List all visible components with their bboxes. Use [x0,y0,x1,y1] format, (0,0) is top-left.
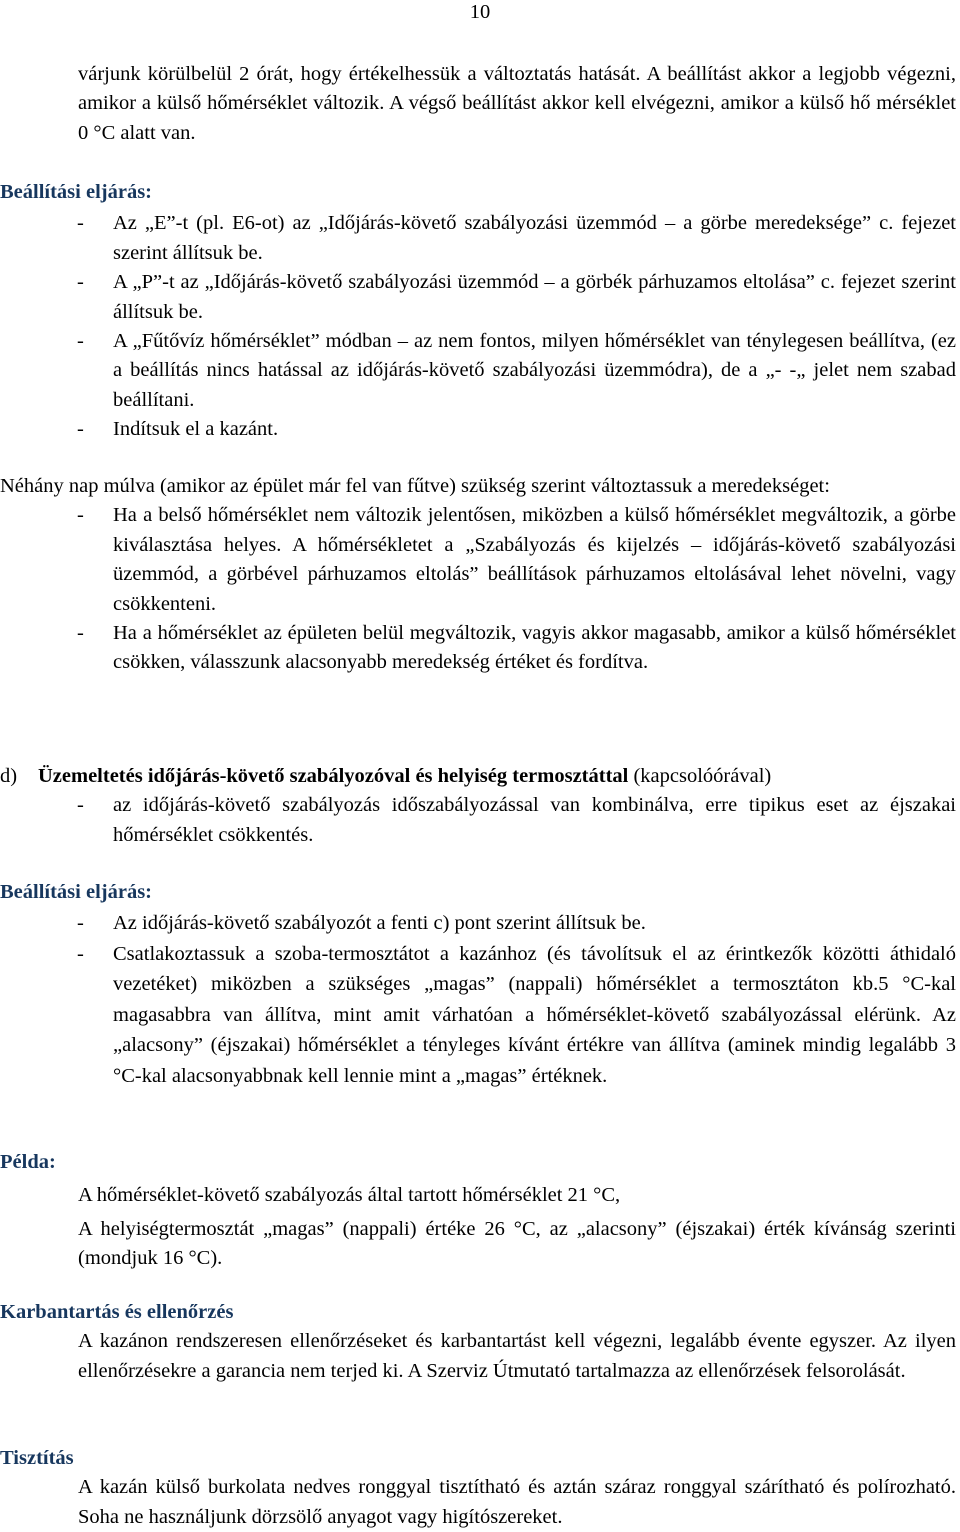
list-item: - Csatlakoztassuk a szoba-termosztátot a kazánhoz (és távolítsuk el az érintkezők közötti áthidaló vezetéket) miközben a szükséges „magas” (nappali) hőmérséklet a termosztáton kb.5 °C-kal magasabbra van állítva, mint amit várhatóan a hőmérséklet-követő szabályozással elérünk. Az „alacsony” (éjszakai) hőmérséklet a tényleges kívánt értékre van állítva (aminek mindig legalább 3 °C-kal alacsonyabbnak kell lennie mint a „magas” értéknek. [75,939,956,1092]
setup-heading: Beállítási eljárás: [0,181,153,203]
section-d-title-bold: Üzemeltetés időjárás-követő szabályozóval és helyiség termosztáttal [38,765,629,787]
section-d-prefix: d) [0,765,18,787]
adjustment-intro: Néhány nap múlva (amikor az épület már fel van fűtve) szükség szerint változtassuk a meredekséget: [0,475,830,497]
list-item: - Ha a hőmérséklet az épületen belül megváltozik, vagyis akkor magasabb, amikor a külső hőmérséklet csökken, válasszunk alacsonyabb meredekség értéket és fordítva. [75,619,956,678]
example-line-1: A hőmérséklet-követő szabályozás által tartott hőmérséklet 21 °C, [78,1184,621,1207]
list-item: - Ha a belső hőmérséklet nem változik jelentősen, miközben a külső hőmérséklet megváltozik, a görbe kiválasztása helyes. A hőmérsékletet a „Szabályozás és kijelzés – időjárás-követő szabályozási üzemmód, a görbével párhuzamos eltolás” beállítások párhuzamos eltolásával lehet növelni, vagy csökkenteni. [75,501,956,619]
setup-procedure-1 [0,178,956,445]
maintenance-heading: Karbantartás és ellenőrzés [0,1301,234,1323]
section-d-list [75,791,956,850]
adjustment-list [75,501,956,677]
list-item: - A „P”-t az „Időjárás-követő szabályozási üzemmód – a görbék párhuzamos eltolása” c. fejezet szerint állítsuk be. [75,268,956,327]
setup-procedure-2 [0,878,956,1091]
example-heading: Példa: [0,1151,56,1173]
setup-list [75,209,956,444]
setup-heading: Beállítási eljárás: [0,881,153,903]
cleaning-heading: Tisztítás [0,1447,74,1469]
maintenance-section [0,1298,956,1386]
setup-list [75,909,956,1091]
cleaning-text: A kazán külső burkolata nedves ronggyal tisztítható és aztán száraz ronggyal szárítható és polírozható. Soha ne használjunk dörzsölő anyagot vagy higítószereket. [78,1476,956,1528]
example-section [0,1148,956,1274]
section-d [0,762,956,850]
cleaning-section [0,1444,956,1532]
list-item: - Az „E”-t (pl. E6-ot) az „Időjárás-követő szabályozási üzemmód – a görbe meredeksége” c. fejezet szerint állítsuk be. [75,209,956,268]
list-item: - A „Fűtővíz hőmérséklet” módban – az nem fontos, milyen hőmérséklet van ténylegesen beállítva, (ez a beállítás nincs hatással az időjárás-követő szabályozási üzemmódra), de a „- -„ jelet nem szabad beállítani. [75,327,956,415]
adjustment-section [0,472,956,678]
list-item: - az időjárás-követő szabályozás időszabályozással van kombinálva, erre tipikus eset az éjszakai hőmérséklet csökkentés. [75,791,956,850]
page-number: 10 [469,1,491,23]
section-d-title [0,762,956,791]
maintenance-text: A kazánon rendszeresen ellenőrzéseket és karbantartást kell végezni, legalább évente egyszer. Az ilyen ellenőrzésekre a garancia nem terjed ki. A Szerviz Útmutató tartalmazza az ellenőrzések felsorolását. [78,1330,956,1382]
intro-paragraph: várjunk körülbelül 2 órát, hogy értékelhessük a változtatás hatását. A beállítást akkor a legjobb végezni, amikor a külső hőmérséklet változik. A végső beállítást akkor kell elvégezni, amikor a külső hő mérséklet 0 °C alatt van. [78,63,956,144]
intro-section [0,60,956,148]
list-item: - Indítsuk el a kazánt. [75,415,956,444]
list-item: - Az időjárás-követő szabályozót a fenti c) pont szerint állítsuk be. [75,909,956,938]
example-line-2: A helyiségtermosztát „magas” (nappali) értéke 26 °C, az „alacsony” (éjszakai) érték kívánság szerinti (mondjuk 16 °C). [78,1217,956,1270]
section-d-title-rest: (kapcsolóórával) [628,765,772,787]
